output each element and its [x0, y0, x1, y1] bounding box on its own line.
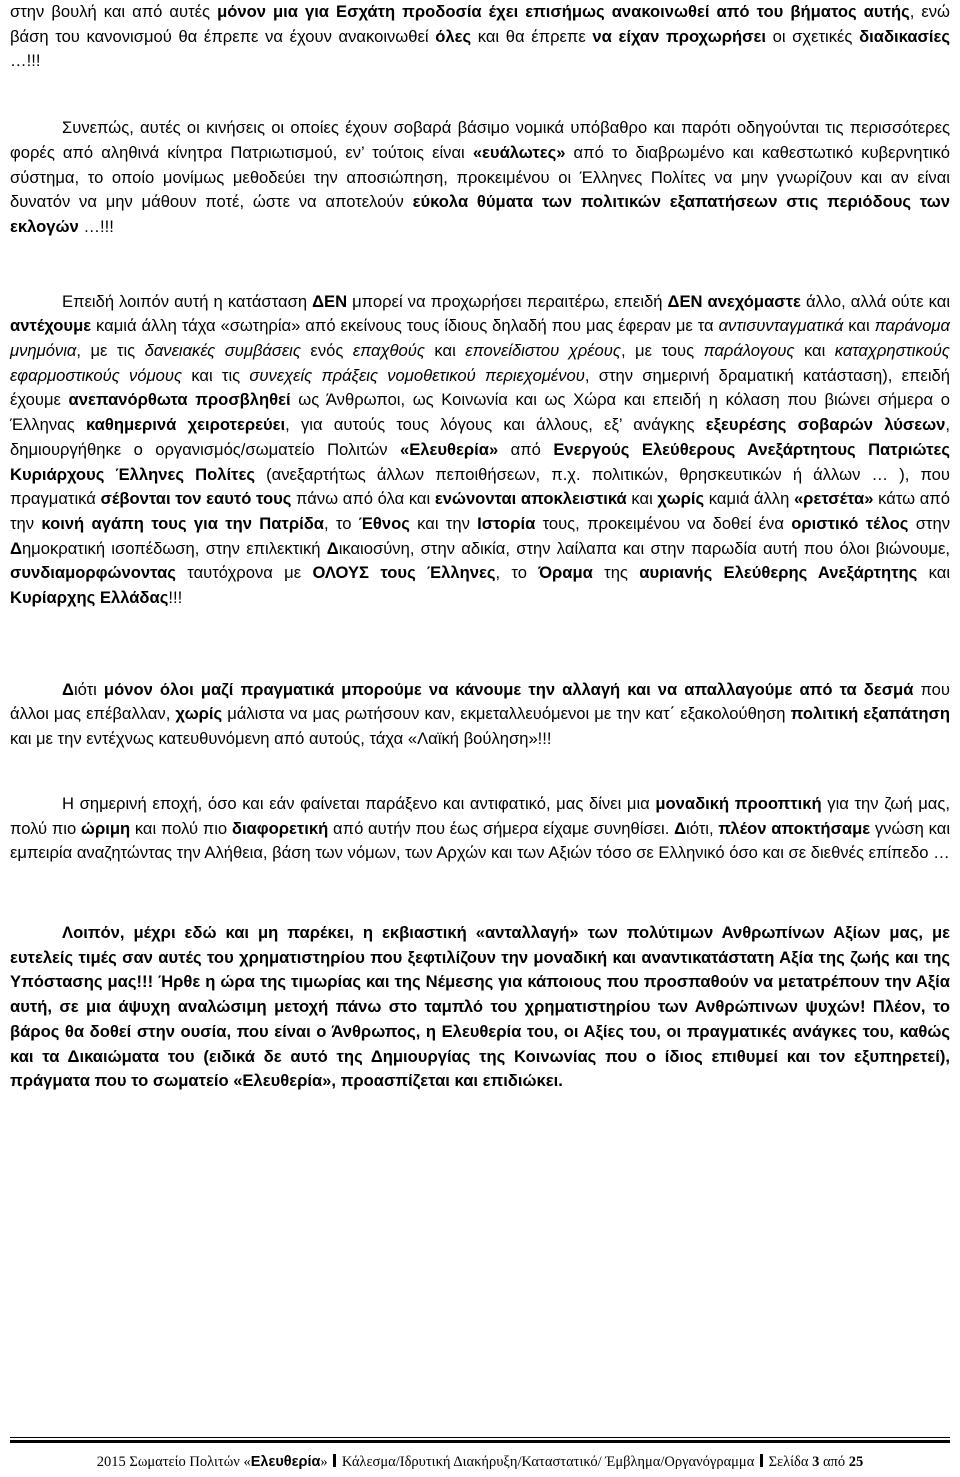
text-run: συνδιαμορφώνοντας [10, 563, 176, 583]
text-run: Λοιπόν, μέχρι εδώ και μη παρέκει, η εκβιαστική «ανταλλαγή» των πολύτιμων Ανθρωπίνων Αξίων μας, με ευτελείς τιμές σαν αυτές του χρηματιστηρίου που ξεφτιλίζουν την μοναδική και αναντικατάστατη Αξία της ζωής και της Υπόστασης μας!!! Ήρθε η ώρα της τιμωρίας και της Νέμεσης για κάποιους που προσπαθούν να μετατρέπουν την Αξία αυτή, σε μια άψυχη αναλώσιμη μετοχή πάνω στο ταμπλό του χρηματιστηρίου των Ανθρώπινων ψυχών! Πλέον, το βάρος θα δοθεί στην ουσία, που είναι ο Άνθρωπος, η Ελευθερία του, οι Αξίες του, οι πραγματικές ανάγκες του, καθώς και τα Δικαιώματα του (ειδικά δε αυτό της Δημιουργίας της Κοινωνίας που ο ίδιος επιθυμεί και τον εξυπηρετεί), πράγματα που το σωματείο «Ελευθερία», προασπίζεται και επιδιώκει. [10, 922, 950, 1091]
text-run: και τις [182, 365, 250, 385]
text-run: Όραμα [538, 563, 593, 583]
text-run: και [626, 489, 658, 509]
text-run: ιότι, [686, 818, 719, 838]
text-run: αυριανής Ελεύθερης Ανεξάρτητης [639, 563, 918, 583]
text-run: συνεχείς πράξεις νομοθετικού περιεχομένου [249, 365, 585, 385]
footer-after-name: » [320, 1454, 328, 1470]
text-run: πάνω από όλα και [291, 489, 435, 509]
text-run: ώριμη [80, 818, 131, 838]
text-run: , με τους [620, 341, 704, 361]
paragraph-1 [10, 0, 950, 74]
text-run: μπορεί να προχωρήσει περαιτέρω, επειδή [347, 291, 668, 311]
text-run: !!! [168, 588, 183, 608]
text-run: και με την εντέχνως κατευθυνόμενη από αυτούς, τάχα «Λαϊκή βούληση»!!! [10, 729, 552, 749]
footer-divider-thick [10, 1440, 950, 1443]
footer-separator [333, 1454, 336, 1467]
text-run: «ρετσέτα» [793, 489, 874, 509]
text-run: ανεπανόρθωτα προσβληθεί [68, 390, 291, 410]
text-run: χωρίς [657, 489, 705, 509]
text-run: δανειακές συμβάσεις [144, 341, 301, 361]
text-run: να είχαν προχωρήσει [592, 26, 766, 46]
text-run: εξευρέσης σοβαρών λύσεων [705, 415, 946, 435]
text-run: «ευάλωτες» [472, 142, 566, 162]
text-run: Δ [326, 538, 339, 558]
text-run: και θα έπρεπε [471, 26, 593, 46]
text-run: επονείδιστου χρέους [465, 341, 621, 361]
text-run: για την ζωή μας, πολύ πιο [10, 793, 950, 838]
text-run: Κυρίαρχης Ελλάδας [10, 588, 169, 608]
text-run: , στην σημερινή δραματική κατάσταση), επειδή έχουμε [10, 365, 950, 410]
text-run: και [843, 316, 875, 336]
footer-doc-titles: Κάλεσμα/Ιδρυτική Διακήρυξη/Καταστατικό/ Έμβλημα/Οργανόγραμμα [341, 1454, 755, 1470]
text-run: ΔΕΝ [312, 291, 348, 311]
text-run: ιότι [73, 679, 104, 699]
text-run: Ενεργούς Ελεύθερους Ανεξάρτητους Πατριώτες Κυριάρχους Έλληνες Πολίτες [10, 439, 950, 484]
text-run: σέβονται τον εαυτό τους [100, 489, 292, 509]
text-run: οριστικό τέλος [791, 513, 909, 533]
paragraph-3 [10, 290, 950, 611]
text-run: από το διαβρωμένο και καθεστωτικό κυβερνητικό σύστημα, το οποίο μονίμως μεθοδεύει την αποσιώπηση, προκειμένου οι Έλληνες Πολίτες να μην γνωρίζουν και αν είναι δυνατόν να μην μάθουν ποτέ, ώστε να αποτελούν [10, 142, 950, 212]
footer-page-of: από [819, 1454, 849, 1470]
text-run: καμιά άλλη τάχα «σωτηρία» από εκείνους τους ίδιους δηλαδή που μας έφεραν με τα [91, 316, 719, 336]
text-run: επαχθούς [352, 341, 425, 361]
text-run: , για αυτούς τους λόγους και άλλους, εξ’ ανάγκης [285, 415, 706, 435]
text-run: «Ελευθερία» [399, 439, 499, 459]
text-run: μάλιστα να μας ρωτήσουν καν, εκμεταλλευόμενοι με την κατ΄ εξακολούθηση [222, 704, 791, 724]
text-run: Επειδή λοιπόν αυτή η κατάσταση [62, 291, 313, 311]
text-run: ΟΛΟΥΣ τους Έλληνες [312, 563, 496, 583]
paragraph-5 [10, 792, 950, 866]
text-run: γνώση και εμπειρία αναζητώντας την Αλήθεια, βάση των νόμων, των Αρχών και των Αξιών τόσο σε Ελληνικό όσο και σε διεθνές επίπεδο … [10, 818, 951, 863]
paragraph-2 [10, 116, 950, 240]
text-run: και την [409, 513, 478, 533]
text-run: Δ [674, 818, 687, 838]
text-run: , με τις [76, 341, 145, 361]
text-run: …!!! [78, 216, 114, 236]
text-run: Δ [10, 538, 22, 558]
text-run: Δ [62, 679, 74, 699]
text-run: μοναδική προοπτική [655, 793, 822, 813]
text-run: και [917, 563, 951, 583]
paragraph-6 [10, 921, 950, 1094]
text-run: καταχρηστικούς εφαρμοστικούς νόμους [10, 341, 950, 385]
footer-page-total: 25 [848, 1454, 864, 1470]
text-run: από [498, 439, 554, 459]
text-run: άλλο, αλλά ούτε και [800, 291, 950, 311]
text-run: τους, προκειμένου να δοθεί ένα [535, 513, 792, 533]
text-run: , το [495, 563, 539, 583]
text-run: …!!! [10, 51, 41, 71]
text-run: διαδικασίες [859, 26, 950, 46]
footer-divider-thin [10, 1437, 950, 1438]
text-run: ενώνονται αποκλειστικά [434, 489, 627, 509]
text-run: παράνομα μνημόνια [10, 316, 950, 361]
text-run: στην βουλή και από αυτές [10, 2, 218, 21]
text-run: , το [323, 513, 359, 533]
text-run: πολιτική εξαπάτηση [790, 704, 950, 724]
text-run: όλες [435, 26, 472, 46]
text-run: παράλογους [703, 341, 795, 361]
text-run: εύκολα θύματα των πολιτικών εξαπατήσεων στις περιόδους των εκλογών [10, 192, 950, 236]
text-run: Συνεπώς, αυτές οι κινήσεις οι οποίες έχουν σοβαρά βάσιμο νομικά υπόβαθρο και παρότι οδηγούνται τις περισσότερες φορές από αληθινά κίνητρα Πατριωτισμού, εν’ τούτοις είναι [10, 118, 950, 162]
footer-page-label: Σελίδα [768, 1454, 813, 1470]
text-run: διαφορετική [231, 818, 329, 838]
footer-prefix: 2015 Σωματείο Πολιτών « [96, 1454, 251, 1470]
document-body [10, 0, 950, 1094]
text-run: αντισυνταγματικά [718, 316, 844, 336]
text-run: κάτω από την [10, 489, 950, 533]
text-run: από αυτήν που έως σήμερα είχαμε συνηθίσει. [328, 818, 675, 838]
text-run: Ιστορία [477, 513, 536, 533]
text-run: κοινή αγάπη τους για την Πατρίδα [41, 513, 324, 533]
text-run: καμιά άλλη [704, 489, 794, 509]
page-footer [0, 1453, 960, 1471]
footer-separator [760, 1454, 763, 1467]
footer-org-name: Ελευθερία [250, 1454, 321, 1470]
text-run: που άλλοι μας επέβαλλαν, [10, 679, 950, 724]
text-run: ενός [300, 341, 353, 361]
footer-page-current: 3 [812, 1454, 820, 1470]
text-run: και [424, 341, 466, 361]
paragraph-4 [10, 678, 950, 752]
text-run: Έθνος [358, 513, 410, 533]
text-run: ταυτόχρονα με [175, 563, 313, 583]
text-run: ως Άνθρωποι, ως Κοινωνία και ως Χώρα και επειδή η κόλαση που βιώνει σήμερα ο Έλληνας [10, 390, 950, 435]
text-run: και [794, 341, 835, 361]
text-run: και πολύ πιο [130, 818, 232, 838]
text-run: , ενώ βάση του κανονισμού θα έπρεπε να έχουν ανακοινωθεί [10, 2, 951, 46]
text-run: μόνον όλοι μαζί πραγματικά μπορούμε να κάνουμε την αλλαγή και να απαλλαγούμε από τα δεσμά [103, 679, 914, 699]
text-run: , δημιουργήθηκε ο οργανισμός/σωματείο Πολιτών [10, 415, 950, 459]
text-run: ικαιοσύνη, στην αδικία, στην λαίλαπα και στην παρωδία αυτή που όλοι βιώνουμε, [338, 538, 950, 558]
text-run: αντέχουμε [10, 316, 92, 336]
text-run: καθημερινά χειροτερεύει [85, 415, 286, 435]
text-run: στην [908, 513, 951, 533]
text-run: οι σχετικές [765, 26, 860, 46]
text-run: πλέον αποκτήσαμε [718, 818, 871, 838]
text-run: μόνον μια για Εσχάτη προδοσία έχει επισήμως ανακοινωθεί από του βήματος αυτής [217, 2, 910, 21]
text-run: ημοκρατική ισοπέδωση, στην επιλεκτική [21, 538, 327, 558]
text-run: χωρίς [175, 704, 223, 724]
text-run: της [592, 563, 640, 583]
text-run: (ανεξαρτήτως άλλων πεποιθήσεων, π.χ. πολιτικών, θρησκευτικών ή άλλων … ), που πραγματικά [10, 464, 950, 509]
text-run: ΔΕΝ ανεχόμαστε [667, 291, 801, 311]
text-run: Η σημερινή εποχή, όσο και εάν φαίνεται παράξενο και αντιφατικό, μας δίνει μια [62, 793, 656, 813]
